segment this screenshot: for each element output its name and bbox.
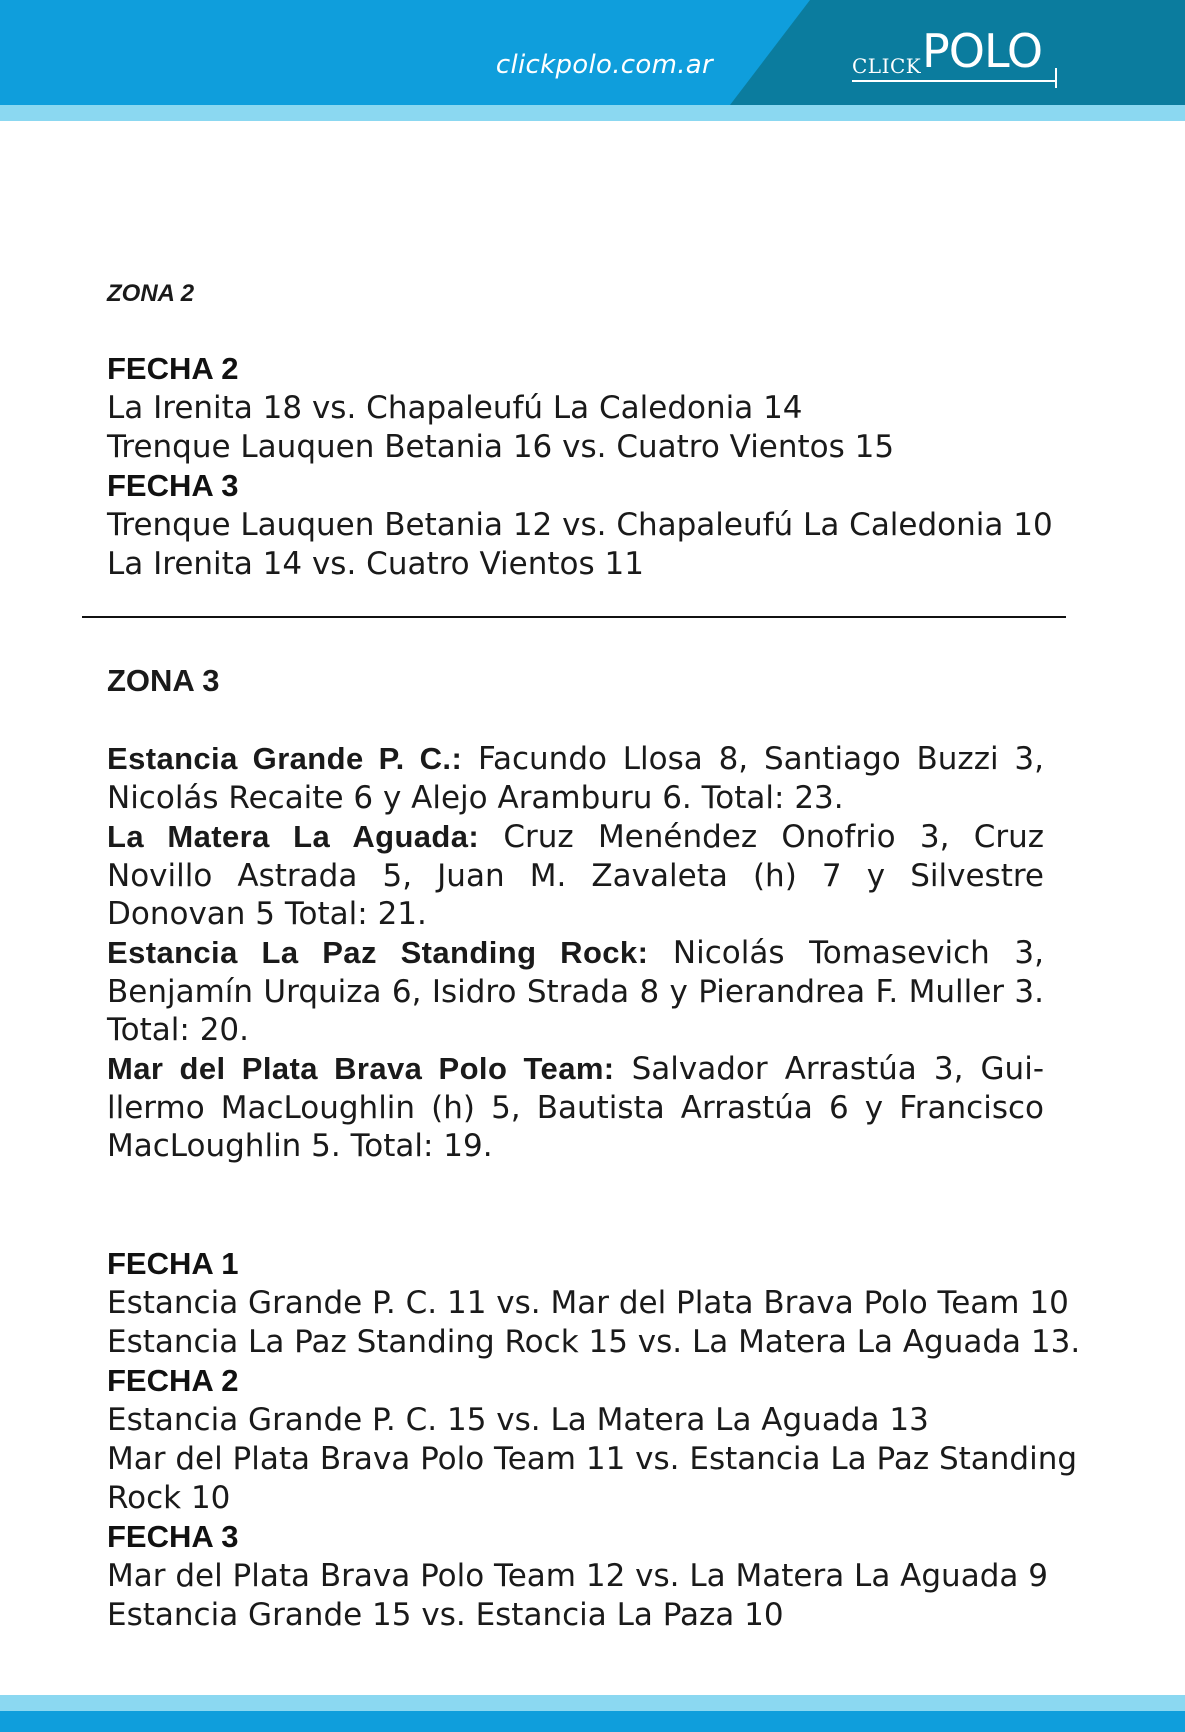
site-url[interactable]: clickpolo.com.ar bbox=[495, 50, 713, 80]
team-lineup-estancia-grande bbox=[107, 740, 1044, 817]
zona2-fecha3-title: FECHA 3 bbox=[107, 468, 239, 503]
zona3-fecha2-match-1: Estancia Grande P. C. 15 vs. La Matera La Aguada 13 bbox=[107, 1402, 929, 1438]
team-lineup-mar-del-plata bbox=[107, 1050, 1044, 1166]
zona2-fecha2-title: FECHA 2 bbox=[107, 351, 239, 386]
logo-tick bbox=[1055, 68, 1057, 88]
team-players: Nicolás Tomasevich 3, Benjamín Urquiza 6, Isidro Strada 8 y Pierandrea F. Muller 3. Total: 20. bbox=[107, 935, 1044, 1049]
zona3-fecha3-match-2: Estancia Grande 15 vs. Estancia La Paza 10 bbox=[107, 1597, 784, 1633]
team-name: Mar del Plata Brava Polo Team: bbox=[107, 1051, 615, 1086]
logo-click-text: CLICK bbox=[852, 54, 922, 78]
section-divider bbox=[82, 616, 1066, 618]
zona3-fecha1-title: FECHA 1 bbox=[107, 1246, 239, 1281]
team-players: Facundo Llosa 8, Santiago Buzzi 3, Nicolás Recaite 6 y Alejo Aramburu 6. Total: 23. bbox=[107, 741, 1044, 816]
team-name: La Matera La Aguada: bbox=[107, 819, 480, 854]
zona2-fecha2-match-1: La Irenita 18 vs. Chapaleufú La Caledonia 14 bbox=[107, 390, 803, 426]
zona3-fecha1-match-2: Estancia La Paz Standing Rock 15 vs. La Matera La Aguada 13. bbox=[107, 1324, 1081, 1360]
team-lineup-estancia-la-paz bbox=[107, 934, 1044, 1050]
logo-underline bbox=[852, 80, 1057, 82]
team-name: Estancia La Paz Standing Rock: bbox=[107, 935, 649, 970]
logo-polo-text: POLO bbox=[922, 24, 1043, 78]
zona3-fecha1-match-1: Estancia Grande P. C. 11 vs. Mar del Plata Brava Polo Team 10 bbox=[107, 1285, 1069, 1321]
zona3-label: ZONA 3 bbox=[107, 663, 220, 698]
team-players: Cruz Menéndez Onofrio 3, Cruz Novillo Astrada 5, Juan M. Zavaleta (h) 7 y Silvestre Donovan 5 Total: 21. bbox=[107, 819, 1045, 933]
team-name: Estancia Grande P. C.: bbox=[107, 741, 463, 776]
zona3-fecha3-match-1: Mar del Plata Brava Polo Team 12 vs. La Matera La Aguada 9 bbox=[107, 1558, 1048, 1594]
header-accent-strip bbox=[0, 105, 1185, 121]
zona3-fecha2-match-3: Rock 10 bbox=[107, 1480, 231, 1516]
zona2-fecha3-match-2: La Irenita 14 vs. Cuatro Vientos 11 bbox=[107, 546, 644, 582]
team-lineup-la-matera bbox=[107, 818, 1044, 934]
zona2-label: ZONA 2 bbox=[107, 280, 195, 307]
zona2-fecha2-match-2: Trenque Lauquen Betania 16 vs. Cuatro Vientos 15 bbox=[107, 429, 895, 465]
team-players: Salvador Arrastúa 3, Guillermo MacLoughlin (h) 5, Bautista Arrastúa 6 y Francisco MacLoughlin 5. Total: 19. bbox=[107, 1051, 1044, 1165]
page-footer bbox=[0, 1711, 1185, 1732]
zona3-fecha3-title: FECHA 3 bbox=[107, 1519, 239, 1554]
footer-accent-strip bbox=[0, 1695, 1185, 1711]
zona2-fecha3-match-1: Trenque Lauquen Betania 12 vs. Chapaleufú La Caledonia 10 bbox=[107, 507, 1053, 543]
zona3-fecha2-title: FECHA 2 bbox=[107, 1363, 239, 1398]
zona3-fecha2-match-2: Mar del Plata Brava Polo Team 11 vs. Estancia La Paz Standing bbox=[107, 1441, 1078, 1477]
